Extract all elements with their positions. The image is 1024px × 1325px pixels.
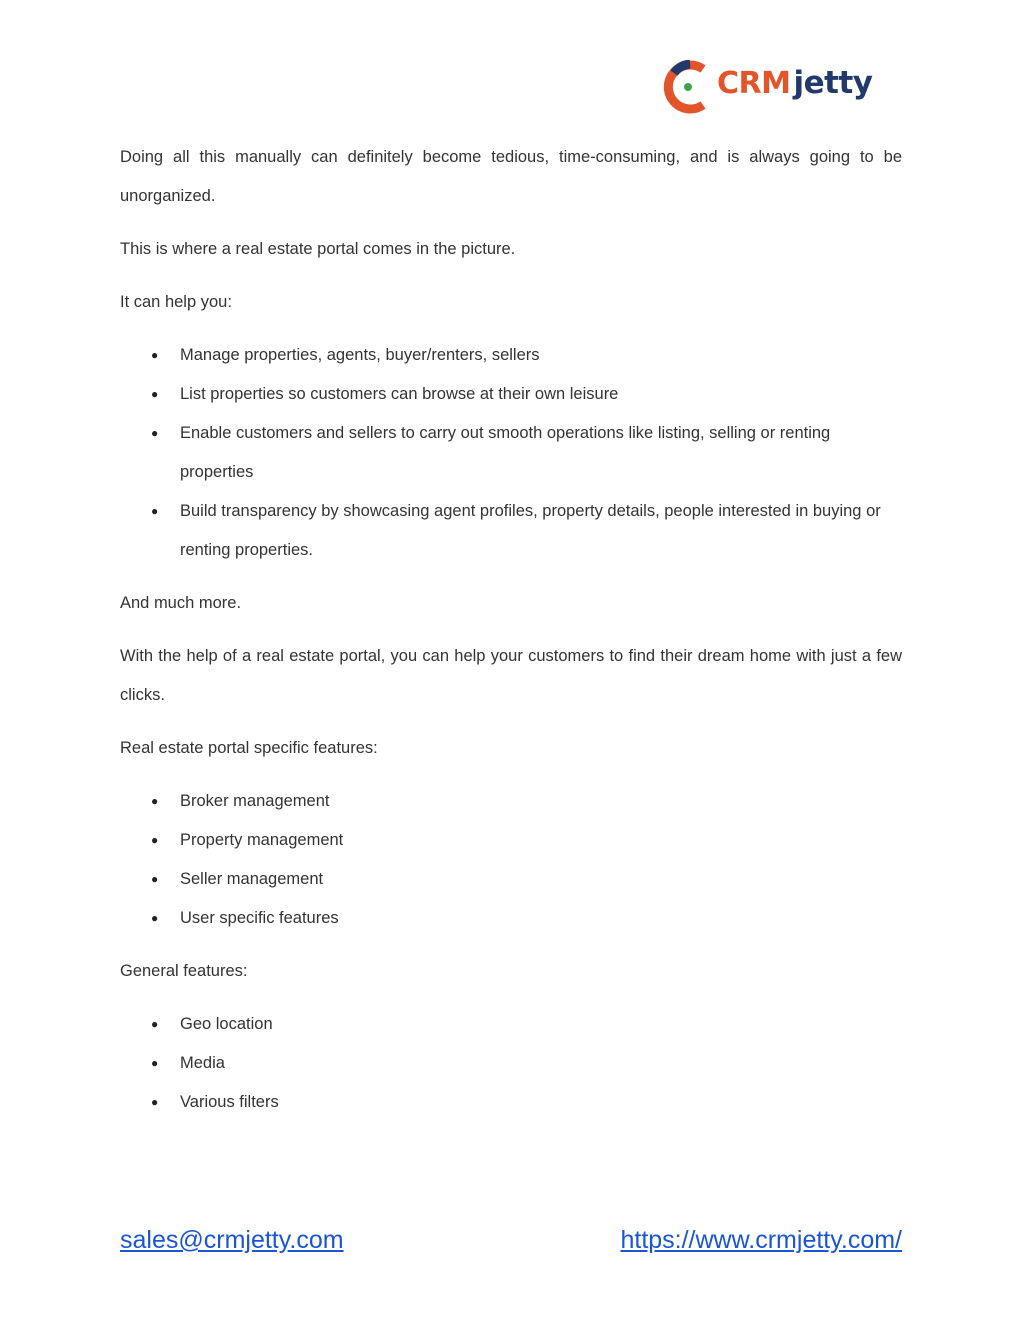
list-item: ● Various filters — [120, 1083, 902, 1122]
crmjetty-logo-mark-icon — [663, 60, 713, 114]
document-body — [120, 138, 902, 1122]
list-item: ● Seller management — [120, 860, 902, 899]
general-features-list — [120, 1005, 902, 1122]
bullet-icon: ● — [151, 504, 159, 518]
paragraph-general-features-heading: General features: — [120, 962, 248, 980]
logo-wordmark — [717, 65, 873, 101]
logo-word-jetty: jetty — [793, 65, 873, 101]
paragraph-help-you: It can help you: — [120, 293, 232, 311]
logo-word-crm: CRM — [717, 66, 791, 101]
benefits-list — [120, 336, 902, 570]
paragraph-portal-intro: This is where a real estate portal comes in the picture. — [120, 240, 516, 258]
bullet-icon: ● — [151, 833, 159, 847]
list-item: ● Geo location — [120, 1005, 902, 1044]
paragraph-manual-tedious: Doing all this manually can definitely become tedious, time-consuming, and is always going to be unorganized. — [120, 148, 902, 205]
list-item: ● Enable customers and sellers to carry out smooth operations like listing, selling or renting properties — [120, 414, 902, 492]
list-item: ● Manage properties, agents, buyer/renters, sellers — [120, 336, 902, 375]
list-item: ● User specific features — [120, 899, 902, 938]
paragraph-much-more: And much more. — [120, 594, 242, 612]
bullet-icon: ● — [151, 1056, 159, 1070]
list-item: ● List properties so customers can browse at their own leisure — [120, 375, 902, 414]
bullet-icon: ● — [151, 872, 159, 886]
list-item: ● Broker management — [120, 782, 902, 821]
bullet-icon: ● — [151, 387, 159, 401]
paragraph-specific-features-heading: Real estate portal specific features: — [120, 739, 378, 757]
list-item: ● Media — [120, 1044, 902, 1083]
footer-website-link[interactable]: https://www.crmjetty.com/ — [620, 1226, 902, 1254]
bullet-icon: ● — [151, 794, 159, 808]
paragraph-dream-home: With the help of a real estate portal, you can help your customers to find their dream home with just a few clicks. — [120, 647, 902, 704]
list-item: ● Build transparency by showcasing agent profiles, property details, people interested in buying or renting properties. — [120, 492, 902, 570]
bullet-icon: ● — [151, 911, 159, 925]
footer-email-link[interactable]: sales@crmjetty.com — [120, 1226, 344, 1254]
specific-features-list — [120, 782, 902, 938]
crmjetty-logo — [663, 60, 873, 116]
list-item: ● Property management — [120, 821, 902, 860]
bullet-icon: ● — [151, 1017, 159, 1031]
bullet-icon: ● — [151, 426, 159, 440]
bullet-icon: ● — [151, 1095, 159, 1109]
bullet-icon: ● — [151, 348, 159, 362]
